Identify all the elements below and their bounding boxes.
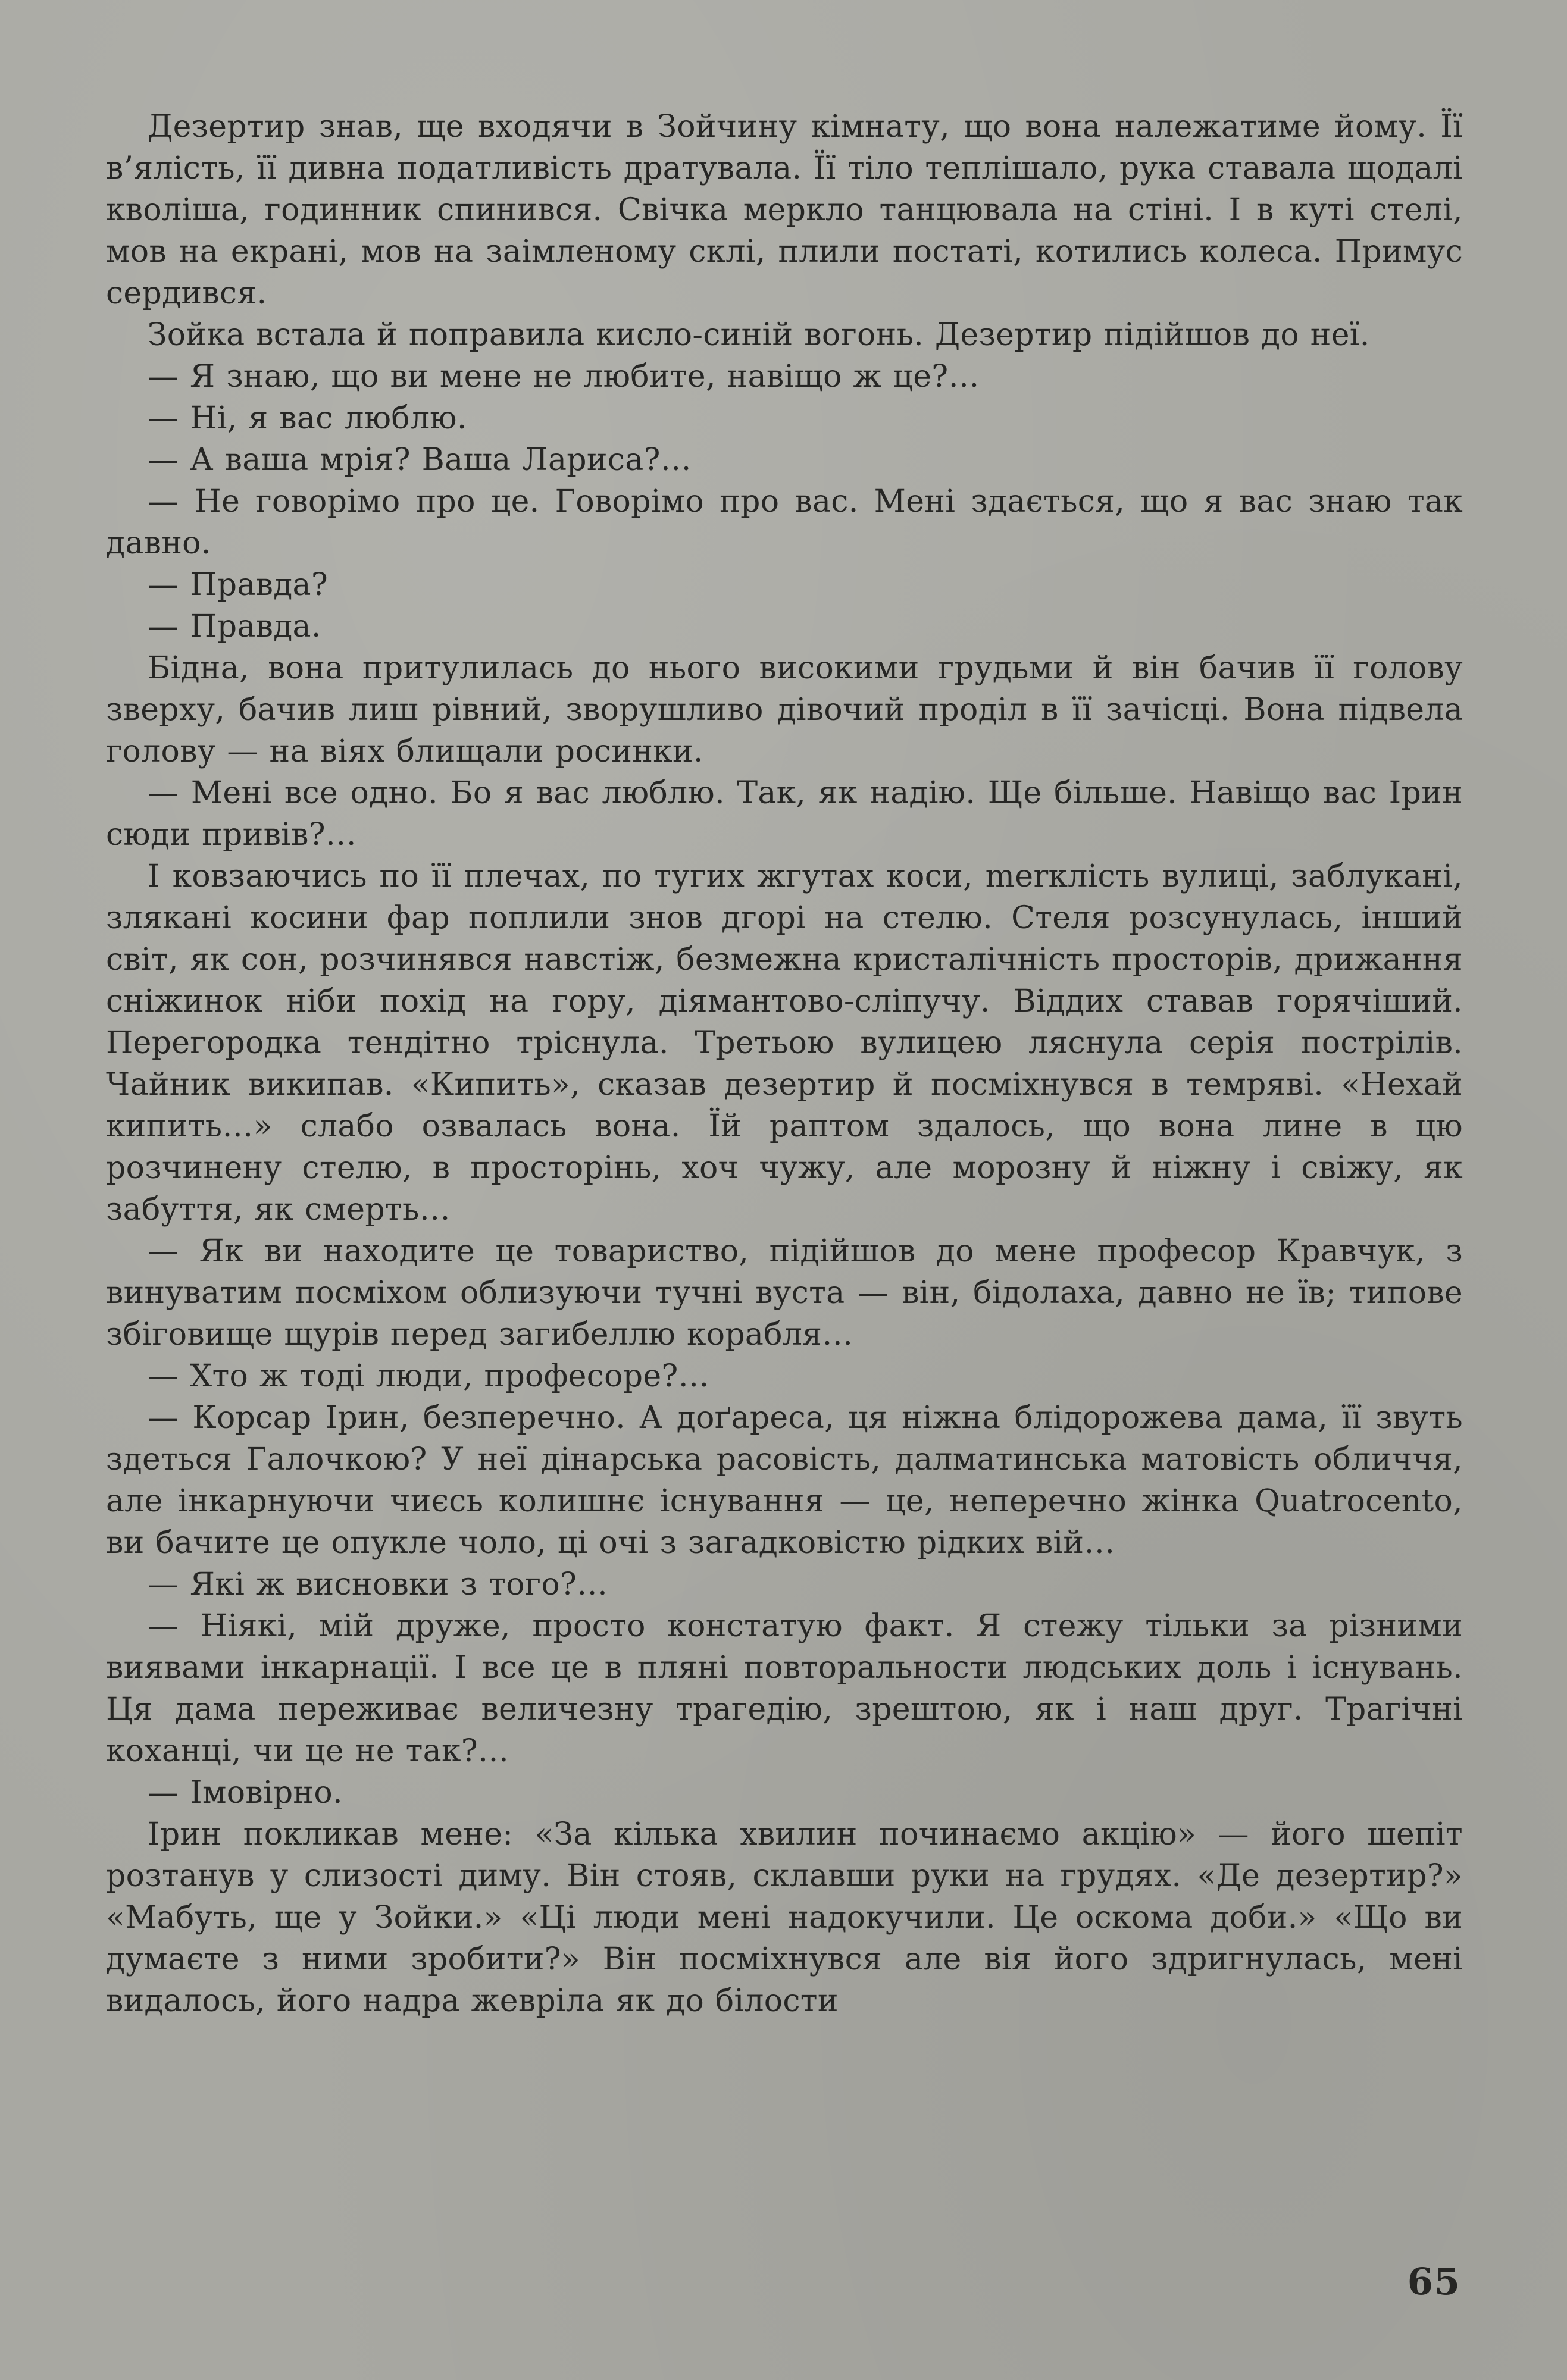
paragraph: Зойка встала й поправила кисло-синій вогонь. Дезертир підійшов до неї. [148,317,1370,353]
dialogue-line: — Ніякі, мій друже, просто констатую факт. Я стежу тільки за різними виявами інкарнації. І все це в пляні повторальности людських доль і існувань. Ця дама переживає величезну трагедію, зрештою, як і наш друг. Трагічні коханці, чи це не так?… [106,1608,1463,1769]
dialogue-line: — Хто ж тоді люди, професоре?… [148,1358,709,1394]
dialogue-line: — Я знаю, що ви мене не любите, навіщо ж це?… [148,359,980,394]
dialogue-line: — Корсар Ірин, безперечно. А доґареса, ця ніжна блідорожева дама, її звуть здеться Галочкою? У неї дінарська расовість, далматинська матовість обличчя, але інкарнуючи чиєсь колишнє існування — це, неперечно жінка Quatrocento, ви бачите це опукле чоло, ці очі з загадковістю рідких вій… [106,1400,1463,1561]
paragraph: Дезертир знав, ще входячи в Зойчину кімнату, що вона належатиме йому. Її в’ялість, її дивна податливість дратувала. Її тіло теплішало, рука ставала щодалі кволіша, годинник спинився. Свічка меркло танцювала на стіні. І в куті стелі, мов на екрані, мов на заімленому склі, плили постаті, котились колеса. Примус сердився. [106,109,1463,311]
dialogue-line: — А ваша мрія? Ваша Лариса?… [148,442,692,478]
dialogue-line: — Імовірно. [148,1775,343,1811]
paragraph: Ірин покликав мене: «За кілька хвилин починаємо акцію» — його шепіт розтанув у слизості диму. Він стояв, склавши руки на грудях. «Де дезертир?» «Мабуть, ще у Зойки.» «Ці люди мені надокучили. Це оскома доби.» «Що ви думаєте з ними зробити?» Він посміхнувся але вія його здригнулась, мені видалось, його надра жевріла як до білости [106,1817,1463,2019]
dialogue-line: — Як ви находите це товариство, підійшов до мене професор Кравчук, з винуватим посміхом облизуючи тучні вуста — він, бідолаха, давно не їв; типове збіговище щурів перед загибеллю корабля… [106,1233,1463,1352]
dialogue-line: — Які ж висновки з того?… [148,1567,608,1602]
page-number: 65 [1407,2260,1461,2303]
dialogue-line: — Не говорімо про це. Говорімо про вас. Мені здається, що я вас знаю так давно. [106,484,1463,561]
paragraph: Бідна, вона притулилась до нього високими грудьми й він бачив її голову зверху, бачив лиш рівний, зворушливо дівочий проділ в її зачісці. Вона підвела голову — на віях блищали росинки. [106,650,1463,769]
dialogue-line: — Правда. [148,609,321,644]
dialogue-line: — Ні, я вас люблю. [148,400,467,436]
page-body [106,106,1463,2307]
dialogue-line: — Правда? [148,567,329,603]
paragraph: І ковзаючись по її плечах, по тугих жгутах коси, merклість вулиці, заблукані, злякані косини фар поплили знов дгорі на стелю. Стеля розсунулась, інший світ, як сон, розчинявся навстіж, безмежна кристалічність просторів, дрижання сніжинок ніби похід на гору, діямантово-сліпучу. Віддих ставав горячіший. Перегородка тендітно тріснула. Третьою вулицею ляснула серія пострілів. Чайник википав. «Кипить», сказав дезертир й посміхнувся в темряві. «Нехай кипить…» слабо озвалась вона. Їй раптом здалось, що вона лине в цю розчинену стелю, в просторінь, хоч чужу, але морозну й ніжну і свіжу, як забуття, як смерть… [106,859,1463,1227]
dialogue-line: — Мені все одно. Бо я вас люблю. Так, як надію. Ще більше. Навіщо вас Ірин сюди привів?… [106,775,1463,853]
